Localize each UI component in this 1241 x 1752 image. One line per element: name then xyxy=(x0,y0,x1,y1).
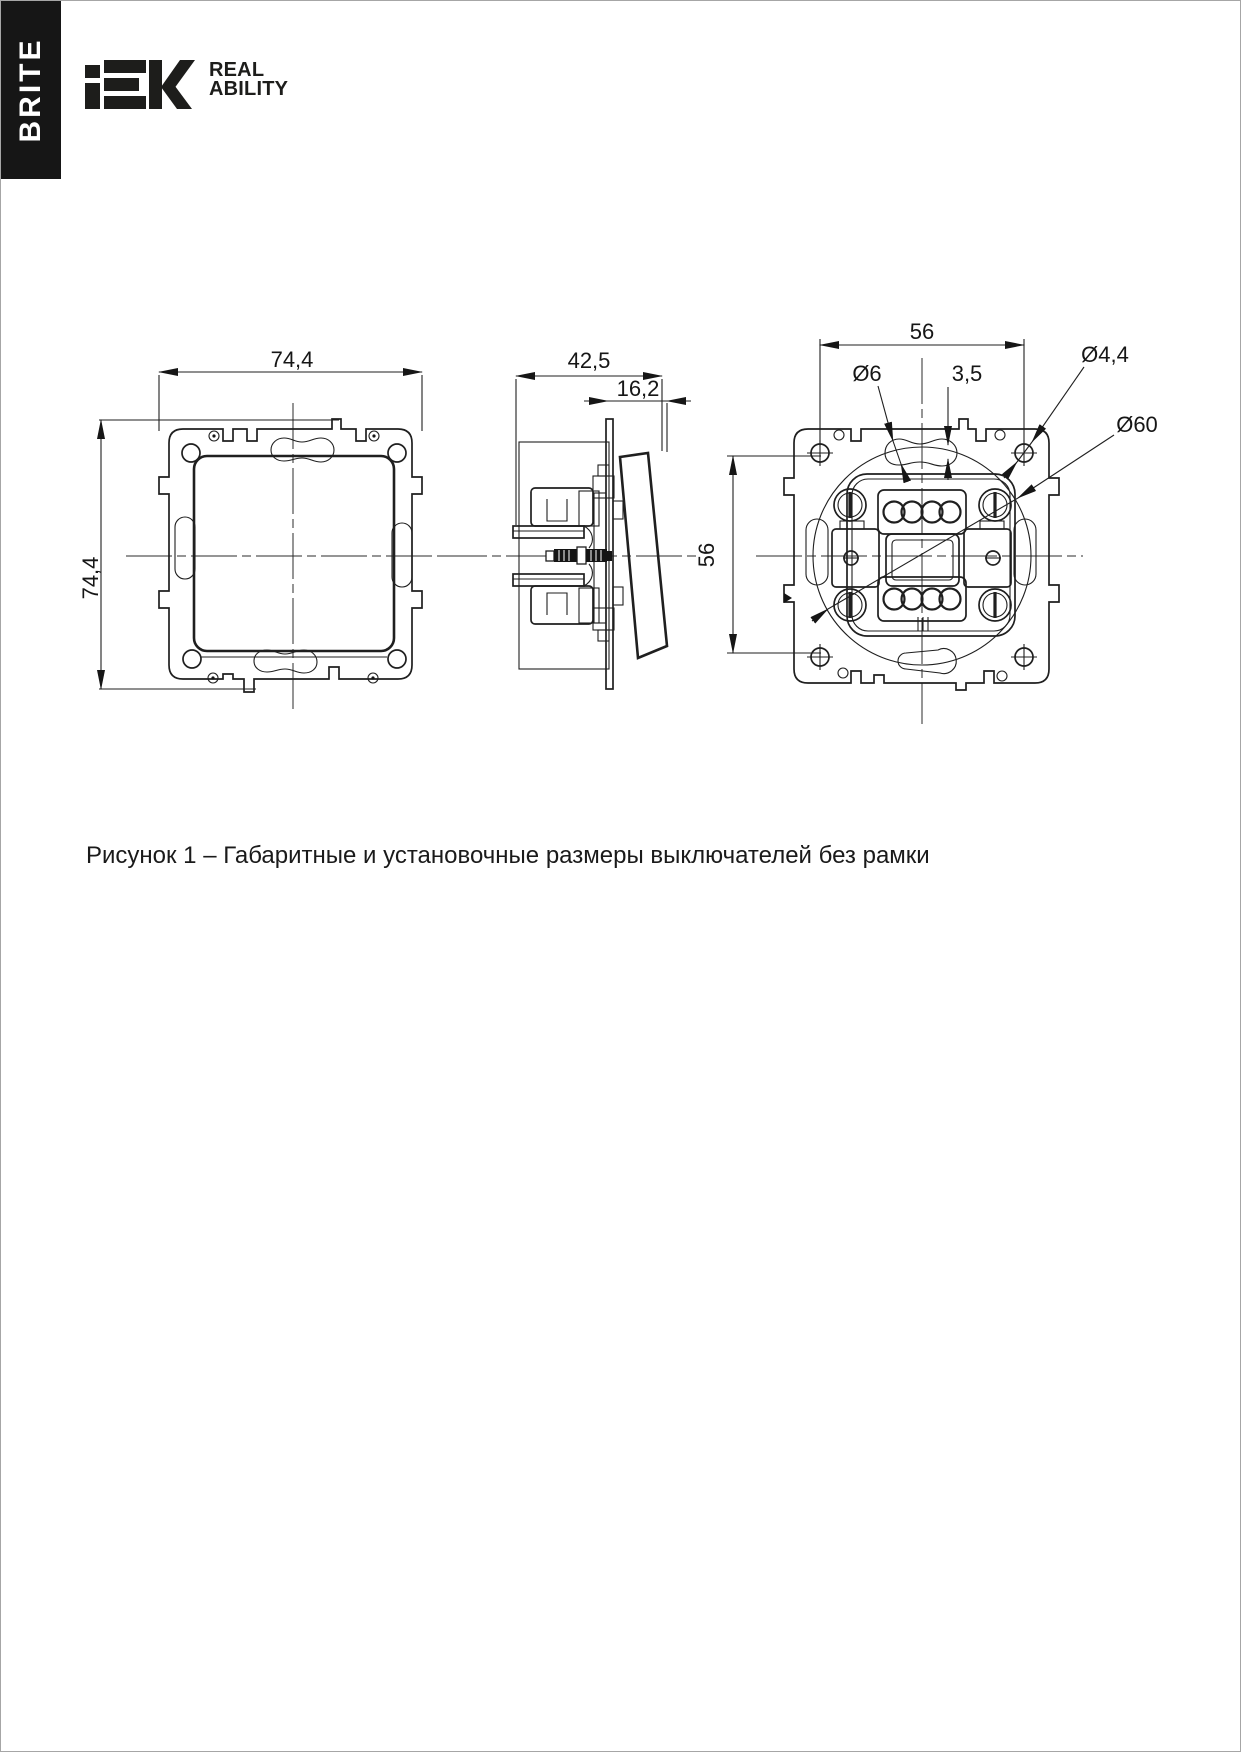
dim-side-face-depth-label: 16,2 xyxy=(616,376,660,401)
dim-front-width-label: 74,4 xyxy=(270,347,314,372)
logo-tagline-line1: REAL xyxy=(209,59,265,81)
dim-rear-slot-width-label: 3,5 xyxy=(951,361,983,386)
front-view-drawing xyxy=(78,347,456,714)
side-view-drawing xyxy=(441,348,701,689)
figure-caption: Рисунок 1 – Габаритные и установочные размеры выключателей без рамки xyxy=(86,842,930,869)
front-rocker-outline xyxy=(194,456,394,651)
banner-series-label: BRITE xyxy=(14,37,47,143)
dim-side-depth-label: 42,5 xyxy=(567,348,611,373)
dim-rear-spacing-v-label: 56 xyxy=(694,542,719,568)
technical-drawing xyxy=(1,1,1241,1752)
dim-rear-slot-dia-label: Ø6 xyxy=(852,361,882,386)
logo-tagline-line2: ABILITY xyxy=(209,78,289,100)
dim-front-height-label: 74,4 xyxy=(78,556,103,600)
rear-view-drawing xyxy=(694,319,1158,724)
dim-rear-hole-dia-label: Ø4,4 xyxy=(1081,342,1129,367)
dim-rear-spacing-h-label: 56 xyxy=(909,319,935,344)
dim-rear-ring-dia-label: Ø60 xyxy=(1116,412,1158,437)
